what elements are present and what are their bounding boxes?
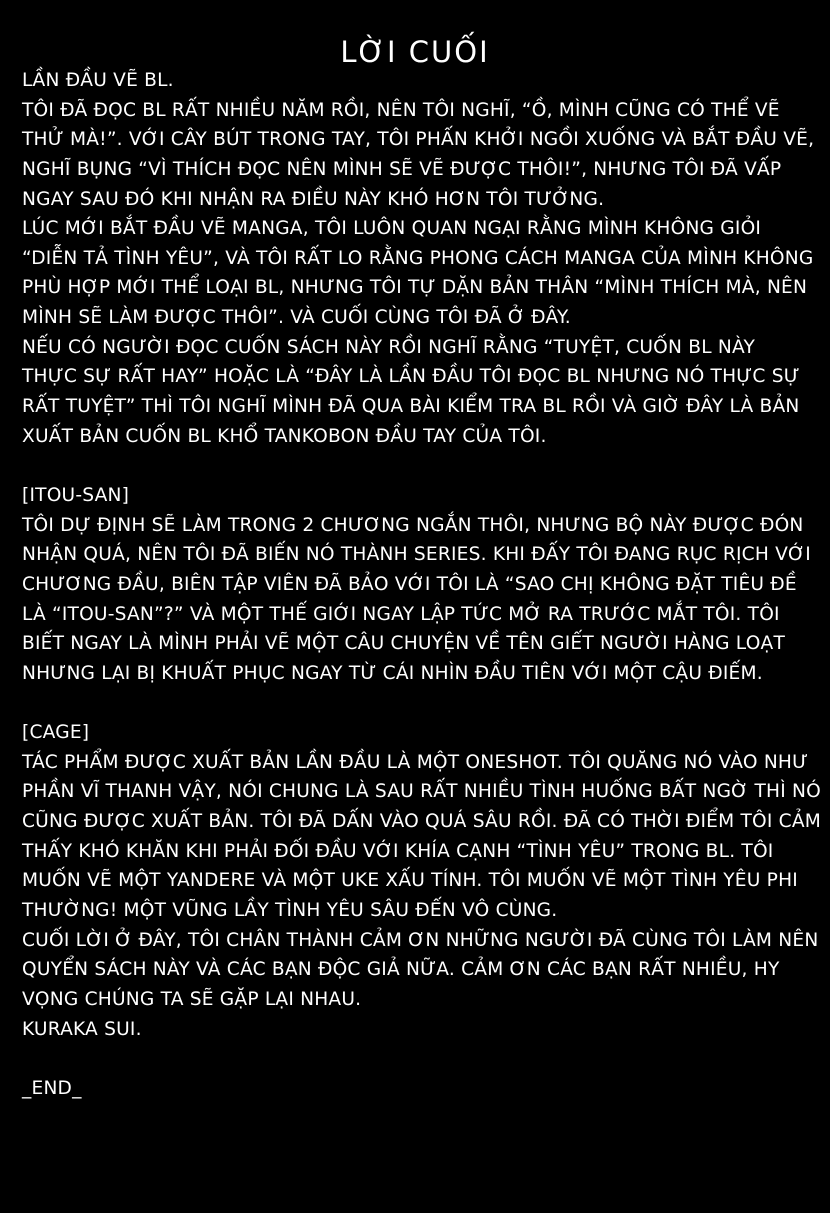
text-line: RẤT TUYỆT” THÌ TÔI NGHĨ MÌNH ĐÃ QUA BÀI KIỂM TRA BL RỒI VÀ GIỜ ĐÂY LÀ BẢN (22, 396, 800, 418)
text-line: PHÙ HỢP MỚI THỂ LOẠI BL, NHƯNG TÔI TỰ DẶN BẢN THÂN “MÌNH THÍCH MÀ, NÊN (22, 277, 808, 299)
text-line: CUỐI LỜI Ở ĐÂY, TÔI CHÂN THÀNH CẢM ƠN NHỮNG NGƯỜI ĐÃ CÙNG TÔI LÀM NÊN (22, 929, 819, 951)
text-line: CŨNG ĐƯỢC XUẤT BẢN. TÔI ĐÃ DẤN VÀO QUÁ SÂU RỒI. ĐÃ CÓ THỜI ĐIỂM TÔI CẢM (22, 811, 822, 833)
paragraph-0 (22, 66, 822, 451)
page-title: LỜI CUỐI (340, 35, 490, 69)
text-line: TÔI ĐÃ ĐỌC BL RẤT NHIỀU NĂM RỒI, NÊN TÔI NGHĨ, “Ồ, MÌNH CŨNG CÓ THỂ VẼ (22, 99, 780, 121)
text-line: MUỐN VẼ MỘT YANDERE VÀ MỘT UKE XẤU TÍNH. TÔI MUỐN VẼ MỘT TÌNH YÊU PHI (22, 870, 798, 892)
text-line: THƯỜNG! MỘT VŨNG LẦY TÌNH YÊU SÂU ĐẾN VÔ CÙNG. (22, 899, 558, 921)
text-line: THẤY KHÓ KHĂN KHI PHẢI ĐỐI ĐẦU VỚI KHÍA CẠNH “TÌNH YÊU” TRONG BL. TÔI (22, 840, 774, 862)
text-line: [ITOU-SAN] (22, 484, 130, 506)
text-line: MÌNH SẼ LÀM ĐƯỢC THÔI”. VÀ CUỐI CÙNG TÔI ĐÃ Ở ĐÂY. (22, 307, 571, 329)
text-line: NGAY SAU ĐÓ KHI NHẬN RA ĐIỀU NÀY KHÓ HƠN TÔI TƯỞNG. (22, 188, 605, 210)
paragraph-2 (22, 718, 822, 1044)
text-line: NHẬN QUÁ, NÊN TÔI ĐÃ BIẾN NÓ THÀNH SERIES. KHI ĐẤY TÔI ĐANG RỤC RỊCH VỚI (22, 544, 811, 566)
text-line: TÁC PHẨM ĐƯỢC XUẤT BẢN LẦN ĐẦU LÀ MỘT ONESHOT. TÔI QUĂNG NÓ VÀO NHƯ (22, 751, 809, 773)
text-line: PHẦN VĨ THANH VẬY, NÓI CHUNG LÀ SAU RẤT NHIỀU TÌNH HUỐNG BẤT NGỜ THÌ NÓ (22, 781, 821, 803)
paragraph-gap (22, 451, 822, 481)
text-line: LẦN ĐẦU VẼ BL. (22, 70, 174, 91)
text-line: LÚC MỚI BẮT ĐẦU VẼ MANGA, TÔI LUÔN QUAN NGẠI RẰNG MÌNH KHÔNG GIỎI (22, 218, 762, 240)
text-line: THỬ MÀ!”. VỚI CÂY BÚT TRONG TAY, TÔI PHẤN KHỞI NGỒI XUỐNG VÀ BẮT ĐẦU VẼ, (22, 129, 815, 151)
text-line: VỌNG CHÚNG TA SẼ GẶP LẠI NHAU. (22, 988, 362, 1010)
paragraph-gap (22, 1044, 822, 1074)
text-line: TÔI DỰ ĐỊNH SẼ LÀM TRONG 2 CHƯƠNG NGẮN THÔI, NHƯNG BỘ NÀY ĐƯỢC ĐÓN (22, 514, 804, 536)
paragraph-gap (22, 688, 822, 718)
text-line: “DIỄN TẢ TÌNH YÊU”, VÀ TÔI RẤT LO RẰNG PHONG CÁCH MANGA CỦA MÌNH KHÔNG (22, 247, 814, 269)
text-line: NGHĨ BỤNG “VÌ THÍCH ĐỌC NÊN MÌNH SẼ VẼ ĐƯỢC THÔI!”, NHƯNG TÔI ĐÃ VẤP (22, 158, 782, 180)
text-line: NẾU CÓ NGƯỜI ĐỌC CUỐN SÁCH NÀY RỒI NGHĨ RẰNG “TUYỆT, CUỐN BL NÀY (22, 336, 756, 358)
text-line: NHƯNG LẠI BỊ KHUẤT PHỤC NGAY TỪ CÁI NHÌN ĐẦU TIÊN VỚI MỘT CẬU ĐIẾM. (22, 662, 763, 684)
afterword-body (22, 66, 822, 1103)
text-line: XUẤT BẢN CUỐN BL KHỔ TANKOBON ĐẦU TAY CỦA TÔI. (22, 425, 547, 447)
paragraph-1 (22, 481, 822, 688)
text-line: [CAGE] (22, 722, 90, 744)
text-line: LÀ “ITOU-SAN”?” VÀ MỘT THẾ GIỚI NGAY LẬP TỨC MỞ RA TRƯỚC MẮT TÔI. TÔI (22, 603, 780, 625)
text-line: QUYỂN SÁCH NÀY VÀ CÁC BẠN ĐỘC GIẢ NỮA. CẢM ƠN CÁC BẠN RẤT NHIỀU, HY (22, 959, 780, 981)
text-line: _END_ (22, 1077, 82, 1099)
text-line: KURAKA SUI. (22, 1018, 142, 1040)
text-line: THỰC SỰ RẤT HAY” HOẶC LÀ “ĐÂY LÀ LẦN ĐẦU TÔI ĐỌC BL NHƯNG NÓ THỰC SỰ (22, 366, 800, 388)
paragraph-3 (22, 1074, 822, 1104)
text-line: BIẾT NGAY LÀ MÌNH PHẢI VẼ MỘT CÂU CHUYỆN VỀ TÊN GIẾT NGƯỜI HÀNG LOẠT (22, 633, 786, 655)
text-line: CHƯƠNG ĐẦU, BIÊN TẬP VIÊN ĐÃ BẢO VỚI TÔI LÀ “SAO CHỊ KHÔNG ĐẶT TIÊU ĐỀ (22, 573, 797, 595)
